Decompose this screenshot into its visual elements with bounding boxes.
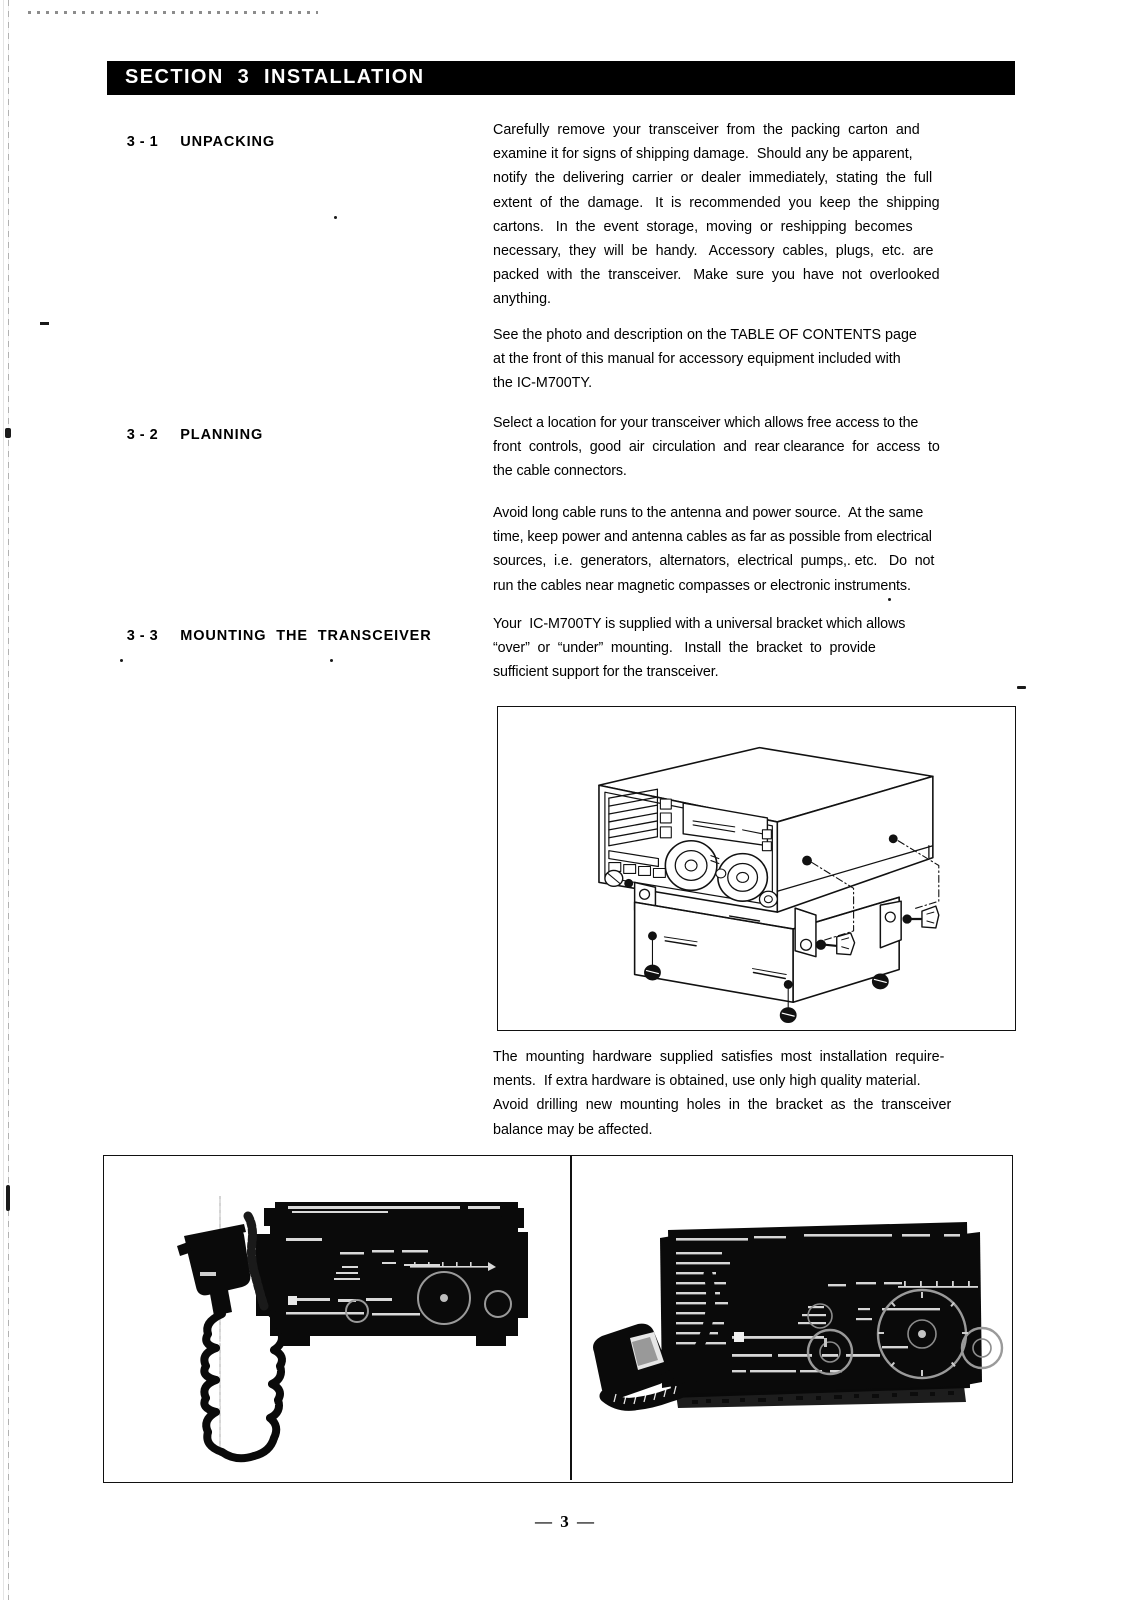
text-line: time, keep power and antenna cables as far as possible from electrical bbox=[493, 529, 932, 546]
text-line: See the photo and description on the TABLE OF CONTENTS page bbox=[493, 327, 917, 343]
text-line: cartons. In the event storage, moving or reshipping becomes bbox=[493, 218, 913, 235]
text-line: the cable connectors. bbox=[493, 463, 627, 480]
scan-speck bbox=[888, 598, 891, 601]
section-heading-3-2 bbox=[107, 411, 263, 459]
section-label-3-3: MOUNTING THE TRANSCEIVER bbox=[180, 628, 432, 644]
page-number: — 3 — bbox=[535, 1512, 596, 1531]
section-label-3-2: PLANNING bbox=[180, 427, 264, 443]
text-line: sources, i.e. generators, alternators, electrical pumps,. etc. Do not bbox=[493, 553, 935, 570]
text-line: packed with the transceiver. Make sure you have not overlooked bbox=[493, 267, 940, 284]
scan-speck bbox=[40, 322, 49, 325]
section-number-3-3: 3 - 3 bbox=[126, 628, 159, 644]
text-line: anything. bbox=[493, 291, 552, 308]
body-paragraph-3-3-after-figure bbox=[493, 1045, 1017, 1142]
body-paragraph-3-1-a bbox=[493, 118, 1017, 312]
figure-mounting-photos bbox=[103, 1155, 1013, 1483]
text-line: examine it for signs of shipping damage. Should any be apparent, bbox=[493, 146, 913, 163]
text-line: sufficient support for the transceiver. bbox=[493, 664, 719, 681]
section-heading-3-1 bbox=[107, 118, 275, 166]
text-line: run the cables near magnetic compasses or electronic instruments. bbox=[493, 577, 911, 594]
body-paragraph-3-2-a bbox=[493, 411, 1017, 484]
text-line: balance may be affected. bbox=[493, 1121, 653, 1138]
scan-edge-artifact bbox=[3, 0, 4, 1600]
scan-noise-artifact bbox=[28, 11, 318, 14]
text-line: Your IC-M700TY is supplied with a universal bracket which allows bbox=[493, 616, 906, 632]
text-line: at the front of this manual for accessory equipment included with bbox=[493, 351, 901, 368]
text-line: front controls, good air circulation and rear clearance for access to bbox=[493, 439, 940, 456]
scan-speck bbox=[334, 216, 337, 219]
scan-speck bbox=[6, 1185, 10, 1211]
text-line: notify the delivering carrier or dealer immediately, stating the full bbox=[493, 170, 933, 187]
text-line: “over” or “under” mounting. Install the bracket to provide bbox=[493, 640, 876, 657]
text-line: Carefully remove your transceiver from the packing carton and bbox=[493, 122, 920, 138]
text-line: The mounting hardware supplied satisfies most installation require- bbox=[493, 1049, 945, 1065]
figure-mounting-bracket bbox=[497, 706, 1016, 1031]
over-mount-photo bbox=[572, 1156, 1012, 1480]
text-line: Select a location for your transceiver which allows free access to the bbox=[493, 415, 919, 431]
section-number-3-2: 3 - 2 bbox=[126, 427, 159, 443]
scan-speck bbox=[1017, 686, 1026, 689]
section-header-bar bbox=[107, 61, 1015, 95]
text-line: ments. If extra hardware is obtained, use only high quality material. bbox=[493, 1073, 921, 1090]
section-title: SECTION 3 INSTALLATION bbox=[125, 66, 425, 89]
scan-speck bbox=[5, 428, 11, 438]
body-paragraph-3-1-b bbox=[493, 323, 1017, 396]
text-line: extent of the damage. It is recommended you keep the shipping bbox=[493, 194, 940, 211]
text-line: the IC-M700TY. bbox=[493, 375, 593, 392]
text-line: Avoid long cable runs to the antenna and power source. At the same bbox=[493, 505, 924, 521]
section-number-3-1: 3 - 1 bbox=[126, 134, 159, 150]
text-line: Avoid drilling new mounting holes in the bracket as the transceiver bbox=[493, 1097, 952, 1114]
under-mount-photo bbox=[104, 1156, 570, 1480]
section-heading-3-3 bbox=[107, 612, 432, 660]
body-paragraph-3-2-b bbox=[493, 501, 1017, 598]
mounting-bracket-line-drawing bbox=[498, 707, 1014, 1029]
body-paragraph-3-3-a bbox=[493, 612, 1017, 685]
scan-edge-artifact bbox=[8, 0, 9, 1600]
section-label-3-1: UNPACKING bbox=[180, 134, 276, 150]
text-line: necessary, they will be handy. Accessory cables, plugs, etc. are bbox=[493, 243, 934, 260]
